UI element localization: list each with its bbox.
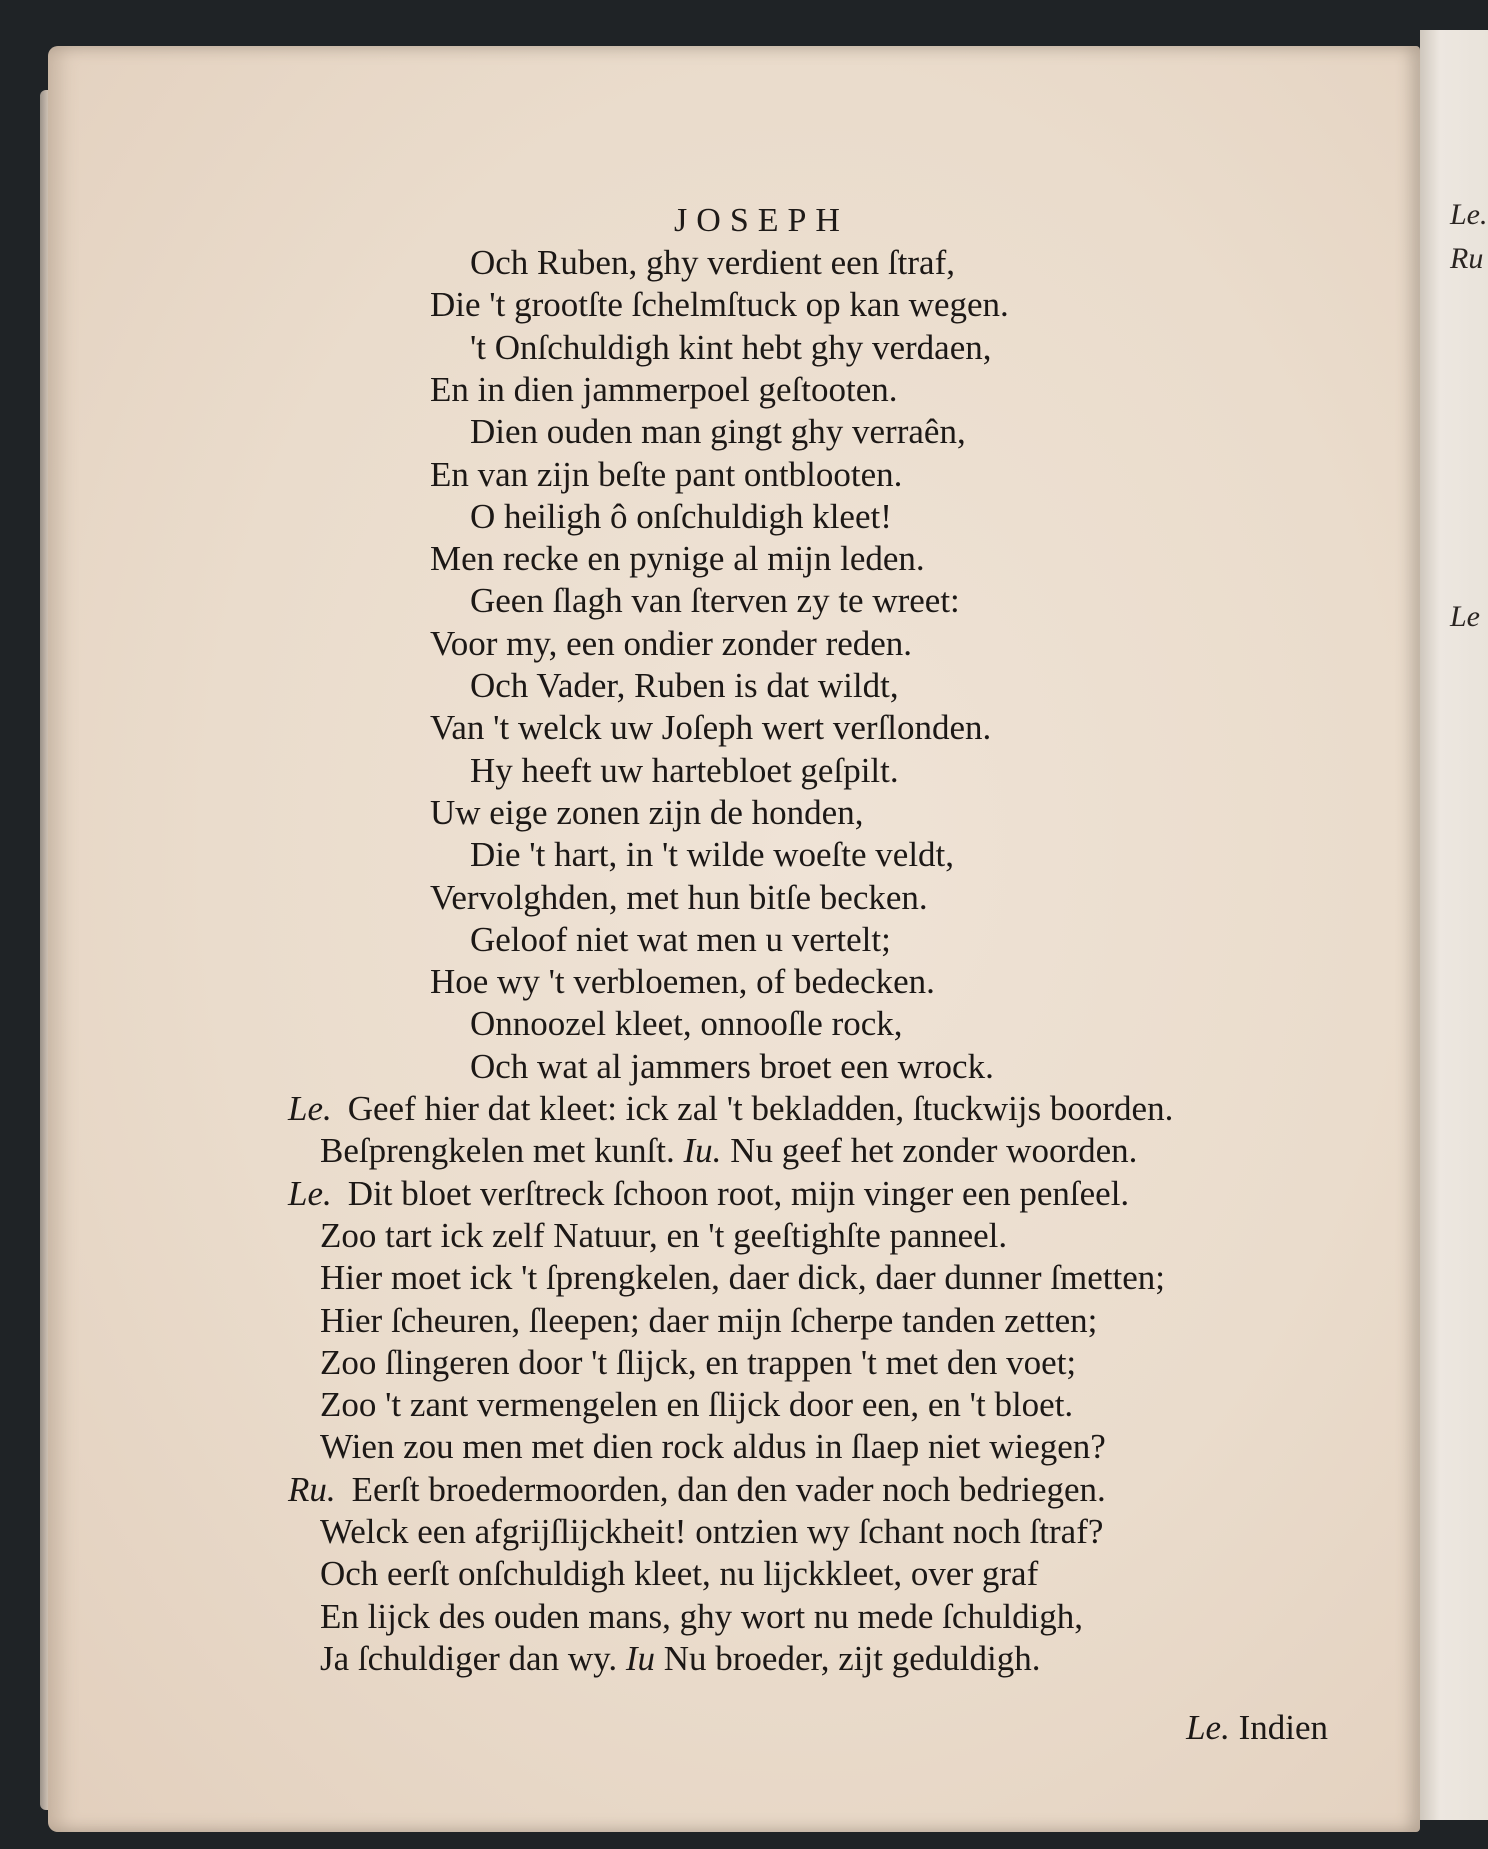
verse-text: Onnoozel kleet, onnooſle rock, (470, 1004, 903, 1044)
verse-line (470, 242, 955, 284)
verse-line (430, 454, 902, 496)
verse-text: O heiligh ô onſchuldigh kleet! (470, 496, 892, 536)
verse-line (430, 623, 912, 665)
verse-text: Geen ſlagh van ſterven zy te wreet: (470, 581, 960, 621)
verse-text: Geloof niet wat men u vertelt; (470, 919, 891, 959)
catchword-speaker: Le. (1186, 1708, 1230, 1747)
verse-text: Eerſt broedermoorden, dan den vader noch bedriegen. (351, 1469, 1106, 1509)
verse-block (48, 46, 1420, 1832)
verse-text: Och Vader, Ruben is dat wildt, (470, 666, 899, 705)
verse-text: Geef hier dat kleet: ick zal 't bekladden, ſtuckwijs boorden. (347, 1089, 1174, 1128)
speaker-label: Le. (288, 1089, 332, 1128)
verse-text: Ja ſchuldiger dan wy. (320, 1638, 618, 1678)
verse-line (470, 919, 891, 961)
verse-line (430, 538, 925, 580)
verse-text: Hy heeft uw hartebloet geſpilt. (470, 750, 899, 790)
facing-page-fragment: Ru (1450, 242, 1484, 275)
verse-line (320, 1300, 1097, 1342)
facing-page-fragment: Le. (1450, 198, 1488, 231)
speaker-label: Iu. (683, 1131, 722, 1171)
verse-line (320, 1384, 1073, 1426)
verse-line (320, 1215, 1007, 1257)
verse-text: Die 't grootſte ſchelmſtuck op kan wegen. (430, 285, 1009, 325)
verse-text: Die 't hart, in 't wilde woeſte veldt, (470, 835, 955, 875)
verse-line (430, 369, 898, 411)
verse-line (320, 1257, 1165, 1299)
verse-text: Dien ouden man gingt ghy verraên, (470, 412, 966, 452)
verse-text: Hier ſcheuren, ſleepen; daer mijn ſcherpe tanden zetten; (320, 1300, 1098, 1340)
verse-line (430, 961, 935, 1003)
verse-line (320, 1130, 1137, 1172)
verse-line (470, 1003, 903, 1045)
facing-page-fragment: Le (1450, 600, 1480, 633)
verse-line (320, 1553, 1038, 1595)
verse-line (470, 580, 960, 622)
verse-line (430, 877, 928, 919)
verse-text: 't Onſchuldigh kint hebt ghy verdaen, (470, 327, 992, 367)
verse-line (470, 834, 954, 876)
verse-line (470, 1046, 994, 1088)
verse-text: Och eerſt onſchuldigh kleet, nu lijckkleet, over graf (320, 1554, 1039, 1594)
verse-line (430, 284, 1009, 326)
verse-text: En lijck des ouden mans, ghy wort nu mede ſchuldigh, (320, 1596, 1084, 1636)
verse-text: Hier moet ick 't ſprengkelen, daer dick, daer dunner ſmetten; (320, 1258, 1166, 1298)
verse-text: Zoo tart ick zelf Natuur, en 't geeſtighſte panneel. (320, 1215, 1008, 1255)
speaker-label: Le. (288, 1173, 332, 1213)
verse-line (430, 707, 991, 749)
verse-text: Van 't welck uw Joſeph wert verſlonden. (430, 708, 992, 748)
speaker-label: Iu (625, 1638, 655, 1678)
verse-text: Och Ruben, ghy verdient een ſtraf, (470, 243, 955, 282)
verse-text: Nu geef het zonder woorden. (730, 1131, 1138, 1171)
verse-text: Och wat al jammers broet een wrock. (470, 1046, 994, 1086)
catchword-word: Indien (1238, 1708, 1328, 1747)
verse-line (470, 665, 899, 707)
verse-line (320, 1426, 1106, 1468)
speaker-label: Ru. (288, 1469, 336, 1509)
verse-line (470, 750, 899, 792)
verse-text: En in dien jammerpoel geſtooten. (430, 369, 898, 409)
verse-line (320, 1596, 1083, 1638)
verse-line (288, 1469, 1106, 1511)
verse-text: Welck een afgrijſlijckheit! ontzien wy ſchant noch ſtraf? (320, 1512, 1104, 1551)
verse-line (320, 1342, 1076, 1384)
verse-text: Zoo 't zant vermengelen en ſlijck door een, en 't bloet. (320, 1385, 1074, 1425)
verse-text: Wien zou men met dien rock aldus in ſlaep niet wiegen? (320, 1427, 1106, 1467)
verse-text: Dit bloet verſtreck ſchoon root, mijn vinger een penſeel. (347, 1173, 1130, 1213)
catchword (1186, 1708, 1328, 1748)
verse-line (470, 411, 966, 453)
verse-line (470, 496, 892, 538)
book-page (48, 46, 1420, 1832)
verse-text: Zoo ſlingeren door 't ſlijck, en trappen 't met den voet; (320, 1342, 1077, 1382)
verse-text: Nu broeder, zijt geduldigh. (663, 1638, 1041, 1678)
verse-text: Vervolghden, met hun bitſe becken. (430, 877, 928, 917)
verse-line (288, 1173, 1129, 1215)
verse-line (470, 327, 991, 369)
verse-text: Beſprengkelen met kunſt. (320, 1131, 675, 1171)
verse-line (288, 1088, 1173, 1130)
facing-page (1420, 30, 1488, 1820)
verse-line (430, 792, 863, 834)
running-head: JOSEPH (674, 202, 849, 239)
verse-text: Hoe wy 't verbloemen, of bedecken. (430, 962, 935, 1002)
verse-text: Uw eige zonen zijn de honden, (430, 792, 864, 832)
verse-text: Men recke en pynige al mijn leden. (430, 539, 925, 579)
verse-line (320, 1638, 1040, 1680)
verse-line (320, 1511, 1103, 1553)
verse-text: Voor my, een ondier zonder reden. (430, 623, 913, 663)
verse-text: En van zijn beſte pant ontblooten. (430, 454, 903, 494)
